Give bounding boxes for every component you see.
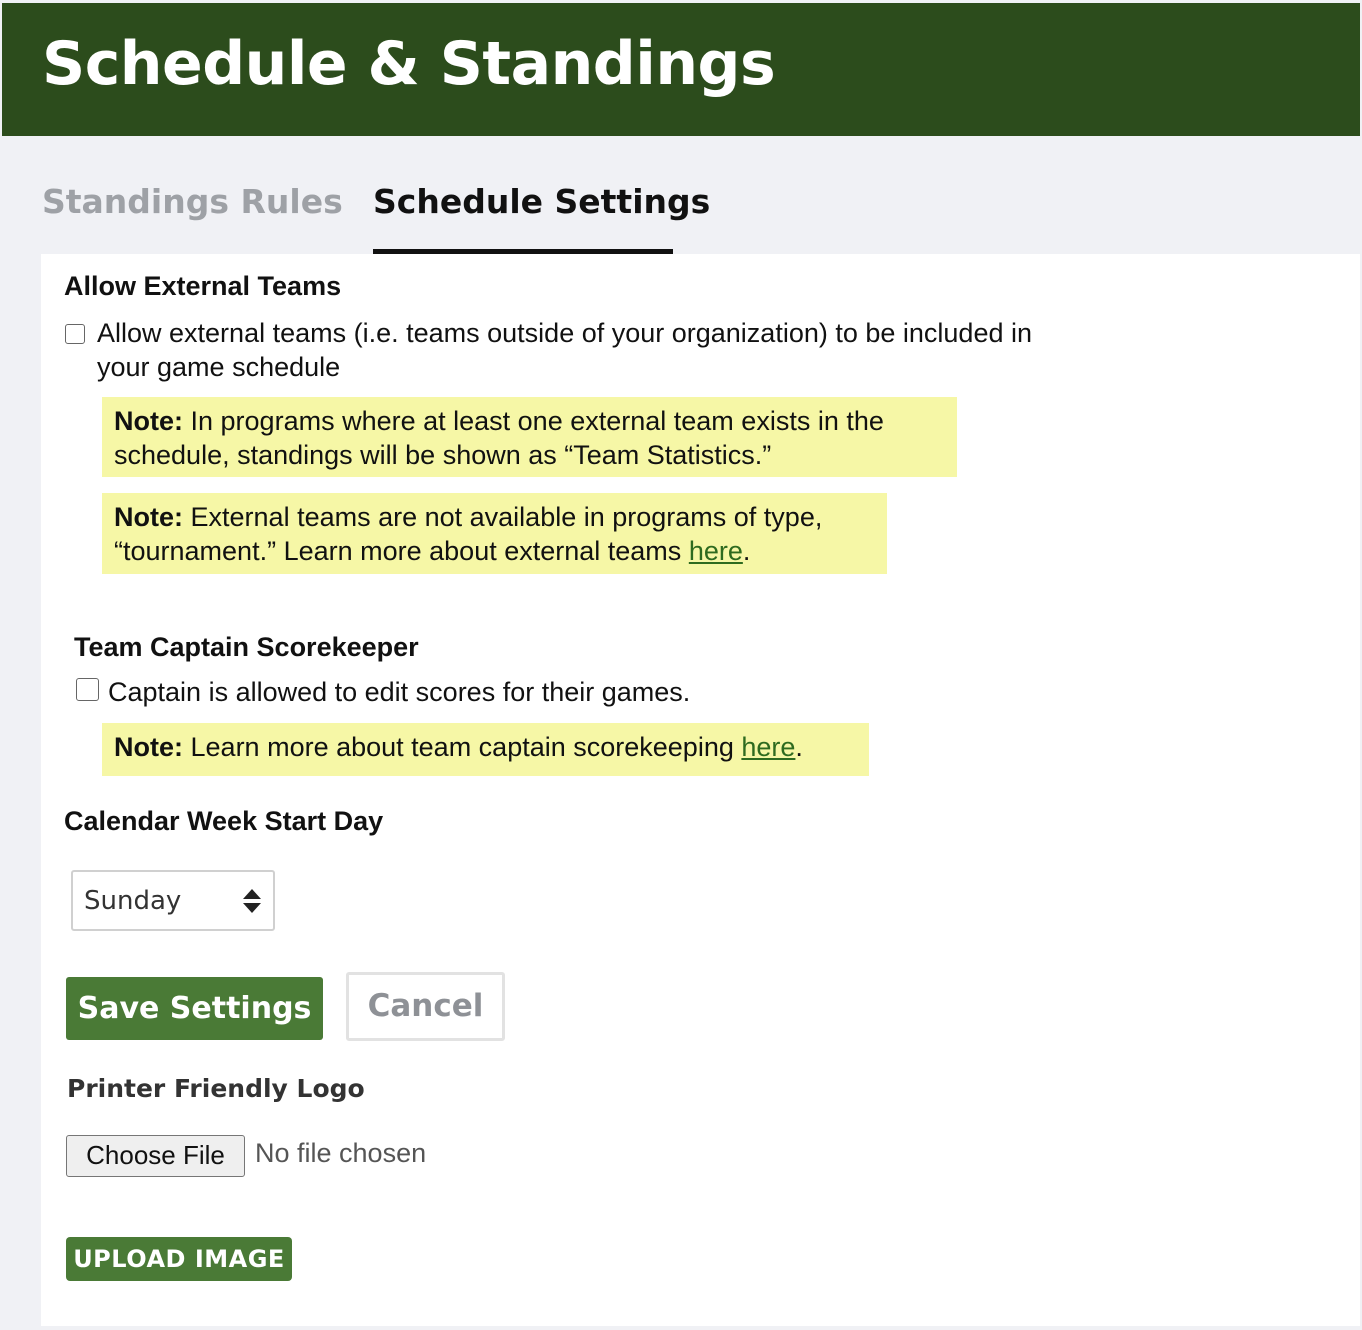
note-text-line2: “tournament.” Learn more about external teams: [114, 536, 682, 566]
external-teams-checkbox[interactable]: [65, 324, 85, 344]
printer-logo-heading: Printer Friendly Logo: [67, 1074, 365, 1103]
select-updown-icon: [242, 887, 262, 915]
external-teams-note-statistics: [102, 397, 957, 477]
page-title: Schedule & Standings: [42, 29, 776, 99]
note-prefix: Note:: [114, 502, 183, 532]
note-text-line2: schedule, standings will be shown as “Team Statistics.”: [114, 440, 772, 470]
note-text-line1: In programs where at least one external team exists in the: [190, 406, 884, 436]
file-status-text: No file chosen: [255, 1138, 427, 1168]
upload-image-button[interactable]: UPLOAD IMAGE: [66, 1237, 292, 1281]
page-header: [2, 3, 1360, 136]
week-start-day-select[interactable]: [71, 870, 275, 931]
note-suffix: .: [795, 732, 803, 762]
tab-bar: [0, 137, 1362, 254]
captain-learn-more-link[interactable]: here: [741, 732, 796, 762]
cancel-button[interactable]: Cancel: [346, 972, 505, 1041]
tab-schedule-settings[interactable]: Schedule Settings: [373, 182, 711, 221]
tab-standings-rules[interactable]: Standings Rules: [42, 182, 343, 221]
captain-checkbox-label: Captain is allowed to edit scores for their games.: [108, 677, 691, 707]
note-text: Learn more about team captain scorekeeping: [190, 732, 734, 762]
external-teams-label-line2: your game schedule: [97, 352, 341, 382]
captain-scorekeeper-heading: Team Captain Scorekeeper: [74, 632, 419, 662]
note-prefix: Note:: [114, 406, 183, 436]
external-teams-label-line1: Allow external teams (i.e. teams outside of your organization) to be included in: [97, 318, 1032, 348]
calendar-start-day-heading: Calendar Week Start Day: [64, 806, 384, 836]
save-settings-button[interactable]: Save Settings: [66, 977, 323, 1040]
select-value: Sunday: [84, 886, 182, 916]
choose-file-button[interactable]: Choose File: [66, 1135, 245, 1177]
external-teams-learn-more-link[interactable]: here: [688, 536, 743, 566]
note-suffix: .: [742, 536, 751, 566]
external-teams-note-tournament: [102, 493, 887, 574]
note-prefix: Note:: [114, 732, 183, 762]
external-teams-heading: Allow External Teams: [64, 271, 342, 301]
captain-scorekeeper-checkbox[interactable]: [76, 678, 99, 701]
external-teams-checkbox-label: [97, 316, 1032, 384]
note-text-line1: External teams are not available in programs of type,: [190, 502, 823, 532]
captain-note: [102, 723, 869, 776]
